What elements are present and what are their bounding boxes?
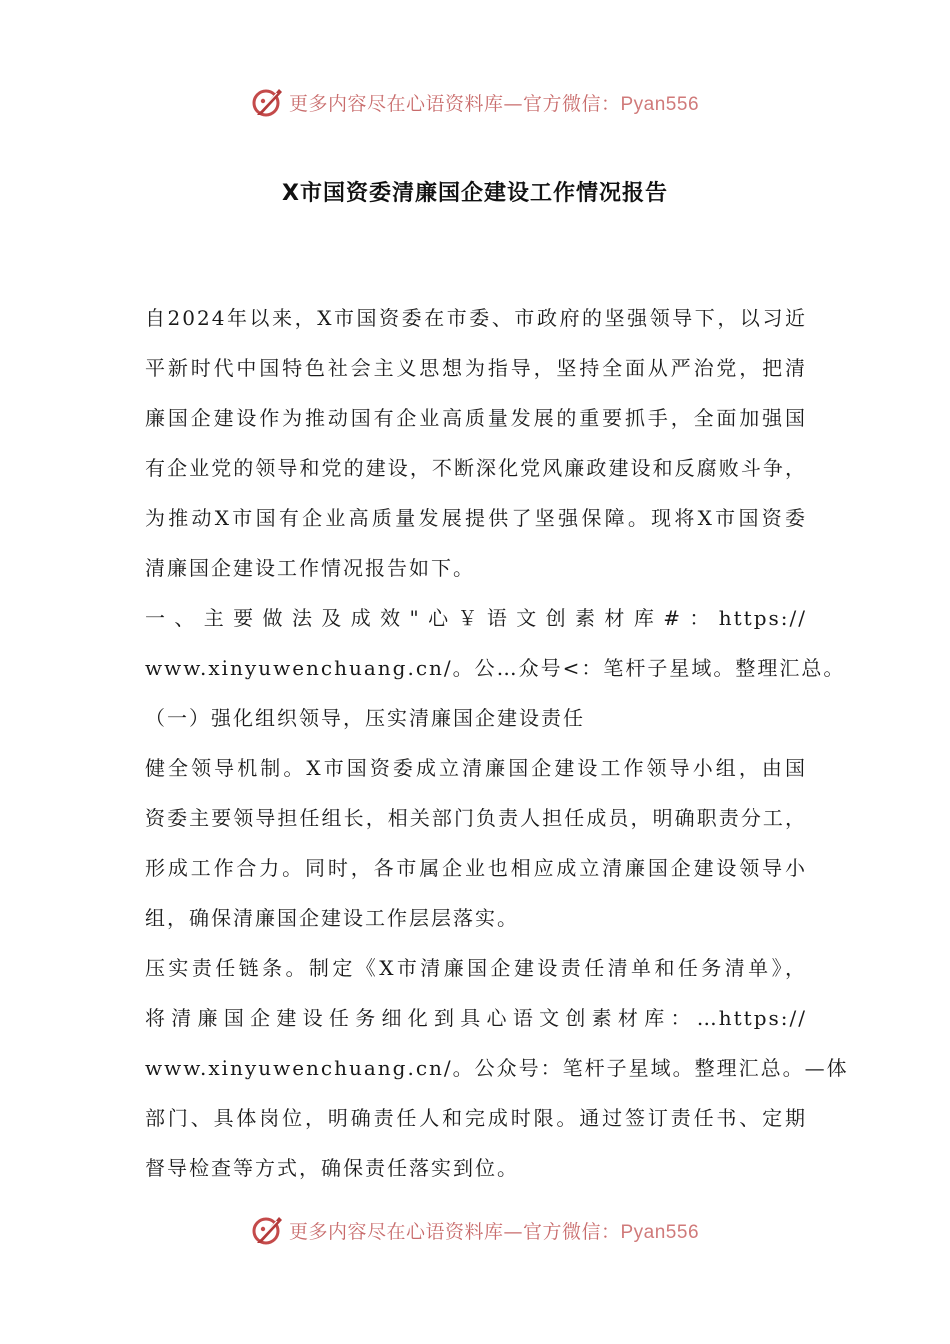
section-heading-1 [145,593,846,693]
text-line: 平新时代中国特色社会主义思想为指导，坚持全面从严治党，把清 [145,356,807,380]
wechat-id: Pyan556 [620,1221,700,1243]
paragraph-leadership [145,743,807,943]
text-line: 形成工作合力。同时，各市属企业也相应成立清廉国企建设领导小 [145,856,807,880]
quill-logo-icon [251,85,285,119]
text-line: 健全领导机制。X市国资委成立清廉国企建设工作领导小组，由国 [145,756,807,780]
text-line: 资委主要领导担任组长，相关部门负责人担任成员，明确职责分工， [145,806,807,830]
text-line: 自2024年以来，X市国资委在市委、市政府的坚强领导下，以习近 [145,306,807,330]
text-line: 廉国企建设作为推动国有企业高质量发展的重要抓手，全面加强国 [145,406,807,430]
paragraph-responsibility [145,943,849,1193]
text-line: （一）强化组织领导，压实清廉国企建设责任 [145,706,585,730]
header-watermark-banner [0,82,950,122]
footer-watermark-banner [0,1210,950,1250]
watermark-text: 更多内容尽在心语资料库—官方微信：Pyan556 [288,92,700,115]
text-line: 一、主要做法及成效"心￥语文创素材库#：https:// [145,606,807,630]
document-title: X市国资委清廉国企建设工作情况报告 [282,181,668,206]
watermark-text: 更多内容尽在心语资料库—官方微信：Pyan556 [288,1220,700,1243]
wechat-id: Pyan556 [620,93,700,115]
text-line: 清廉国企建设工作情况报告如下。 [145,556,475,580]
text-line: www.xinyuwenchuang.cn/。公众号：笔杆子星域。整理汇总。—体 [145,1056,849,1080]
text-line: 将清廉国企建设任务细化到具心语文创素材库：…https:// [145,1006,807,1030]
text-line: 督导检查等方式，确保责任落实到位。 [145,1156,519,1180]
paragraph-intro [145,293,807,593]
text-line: www.xinyuwenchuang.cn/。公…众号<：笔杆子星域。整理汇总。 [145,656,846,680]
text-line: 压实责任链条。制定《X市清廉国企建设责任清单和任务清单》， [145,956,807,980]
text-line: 组，确保清廉国企建设工作层层落实。 [145,906,519,930]
text-line: 为推动X市国有企业高质量发展提供了坚强保障。现将X市国资委 [145,506,807,530]
text-line: 部门、具体岗位，明确责任人和完成时限。通过签订责任书、定期 [145,1106,807,1130]
subsection-heading-1 [145,693,807,743]
quill-logo-icon [251,1213,285,1247]
document-body [145,293,849,1193]
text-line: 有企业党的领导和党的建设，不断深化党风廉政建设和反腐败斗争， [145,456,807,480]
